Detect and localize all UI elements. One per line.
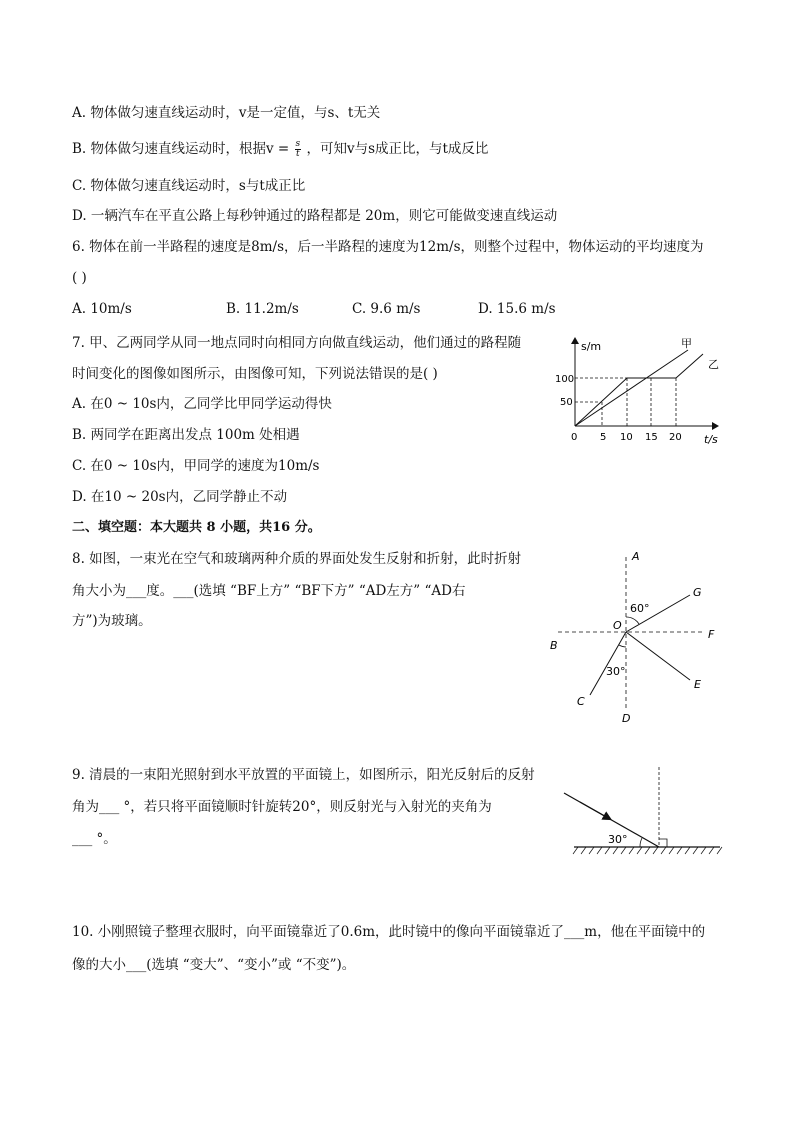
q6-option-d: D. 15.6 m/s bbox=[478, 301, 556, 317]
q6-option-a: A. 10m/s bbox=[72, 301, 132, 317]
q7-distance-time-graph bbox=[548, 330, 728, 450]
mirror-hatching bbox=[573, 847, 722, 854]
q5-option-b-prefix: B. 物体做匀速直线运动时，根据v = bbox=[72, 141, 290, 157]
x-axis-label: t/s bbox=[704, 433, 718, 446]
y-tick-100: 100 bbox=[555, 374, 575, 385]
q7-option-d: D. 在10 ~ 20s内，乙同学静止不动 bbox=[72, 489, 288, 505]
series-yi-line bbox=[575, 354, 703, 426]
ray-oc bbox=[590, 632, 626, 695]
q6-stem: 6. 物体在前一半路程的速度是8m/s，后一半路程的速度为12m/s，则整个过程中，物体运动的平均速度为 bbox=[72, 239, 704, 255]
q7-option-a: A. 在0 ~ 10s内，乙同学比甲同学运动得快 bbox=[72, 396, 332, 412]
q7-stem-line1: 7. 甲、乙两同学从同一地点同时向相同方向做直线运动，他们通过的路程随 bbox=[72, 335, 522, 351]
q8-line3: 方”)为玻璃。 bbox=[72, 613, 152, 629]
q6-option-c: C. 9.6 m/s bbox=[352, 301, 421, 317]
label-b: B bbox=[550, 639, 558, 652]
x-tick-15: 15 bbox=[645, 432, 658, 443]
q9-line3: ___ °。 bbox=[72, 831, 117, 847]
q7-stem-line2: 时间变化的图像如图所示，由图像可知，下列说法错误的是( ) bbox=[72, 366, 438, 382]
fraction-numerator: s bbox=[295, 139, 301, 149]
q5-option-b-fraction bbox=[295, 140, 302, 159]
q6-option-b: B. 11.2m/s bbox=[226, 301, 299, 317]
fraction-denominator: t bbox=[296, 149, 300, 159]
series-jia-label: 甲 bbox=[681, 337, 692, 350]
section-heading-fill-blank: 二、填空题：本大题共 8 小题，共16 分。 bbox=[72, 520, 321, 535]
q10-line1: 10. 小刚照镜子整理衣服时，向平面镜靠近了0.6m，此时镜中的像向平面镜靠近了___m，他在平面镜中的 bbox=[72, 924, 706, 940]
label-a: A bbox=[632, 550, 640, 563]
right-angle-mark bbox=[659, 839, 667, 847]
angle-arc-30 bbox=[619, 645, 626, 647]
q7-option-c: C. 在0 ~ 10s内，甲同学的速度为10m/s bbox=[72, 458, 320, 474]
q5-option-c: C. 物体做匀速直线运动时，s与t成正比 bbox=[72, 178, 306, 194]
label-o: O bbox=[613, 619, 622, 632]
q9-line2: 角为___ °，若只将平面镜顺时针旋转20°，则反射光与入射光的夹角为 bbox=[72, 799, 492, 815]
angle-arc bbox=[640, 838, 642, 847]
y-tick-50: 50 bbox=[560, 397, 573, 408]
q8-line2: 角大小为___度。___(选填 “BF上方” “BF下方” “AD左方” “AD右 bbox=[72, 583, 466, 599]
label-g: G bbox=[693, 586, 702, 599]
q5-option-b-suffix: ，可知v与s成正比，与t成反比 bbox=[306, 141, 489, 157]
label-c: C bbox=[577, 695, 585, 708]
q5-option-b bbox=[72, 139, 488, 159]
series-yi-label: 乙 bbox=[708, 358, 719, 371]
angle-arc-60 bbox=[626, 617, 639, 624]
label-e: E bbox=[694, 678, 701, 691]
q5-option-a: A. 物体做匀速直线运动时，v是一定值，与s、t无关 bbox=[72, 105, 381, 121]
x-tick-20: 20 bbox=[669, 432, 682, 443]
label-f: F bbox=[708, 628, 715, 641]
label-angle-30: 30° bbox=[608, 833, 628, 846]
q8-refraction-diagram bbox=[540, 545, 730, 730]
q9-mirror-diagram bbox=[560, 765, 725, 860]
label-d: D bbox=[622, 712, 631, 725]
label-angle-60: 60° bbox=[630, 602, 650, 615]
q10-line2: 像的大小___(选填 “变大”、“变小”或 “不变”)。 bbox=[72, 957, 356, 973]
series-jia-line bbox=[575, 350, 688, 426]
x-tick-10: 10 bbox=[620, 432, 633, 443]
q6-answer-paren: ( ) bbox=[72, 270, 87, 286]
incident-ray-arrow bbox=[580, 802, 610, 819]
y-axis-label: s/m bbox=[581, 340, 602, 353]
ray-oe bbox=[626, 632, 690, 680]
q7-option-b: B. 两同学在距离出发点 100m 处相遇 bbox=[72, 427, 300, 443]
q8-line1: 8. 如图，一束光在空气和玻璃两种介质的界面处发生反射和折射，此时折射 bbox=[72, 551, 522, 567]
x-tick-5: 5 bbox=[600, 432, 607, 443]
q9-line1: 9. 清晨的一束阳光照射到水平放置的平面镜上，如图所示，阳光反射后的反射 bbox=[72, 767, 535, 783]
label-angle-30: 30° bbox=[606, 665, 626, 678]
origin-label: 0 bbox=[571, 432, 578, 443]
q5-option-d: D. 一辆汽车在平直公路上每秒钟通过的路程都是 20m，则它可能做变速直线运动 bbox=[72, 208, 558, 224]
